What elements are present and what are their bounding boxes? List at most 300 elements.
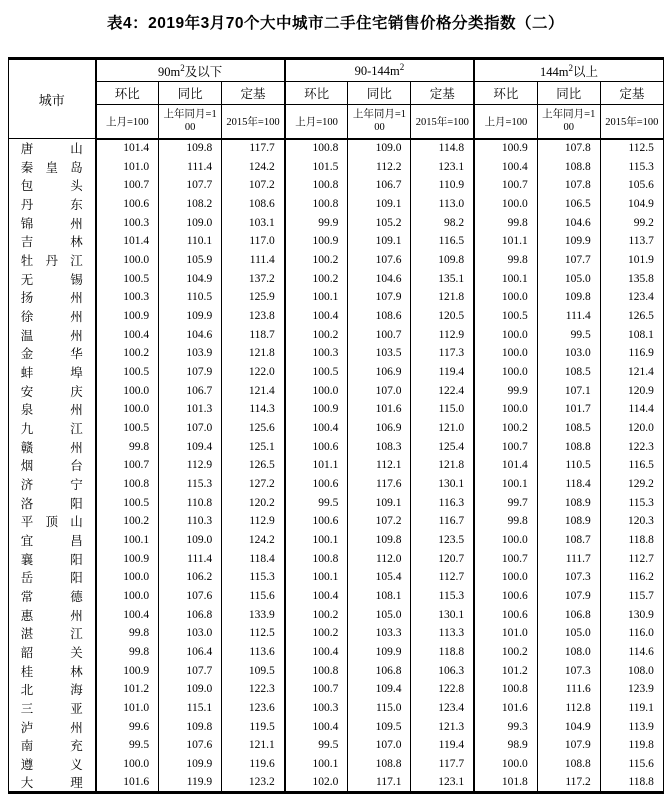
- city-name: 泉州: [20, 403, 83, 418]
- index-value: 114.4: [600, 400, 663, 419]
- index-value: 101.7: [537, 400, 600, 419]
- city-name: 温州: [20, 328, 83, 343]
- index-value: 106.7: [159, 381, 222, 400]
- index-value: 116.9: [600, 344, 663, 363]
- index-value: 100.1: [96, 531, 159, 550]
- table-row: [9, 232, 664, 251]
- index-value: 121.8: [222, 344, 285, 363]
- index-value: 109.8: [537, 288, 600, 307]
- index-value: 100.0: [96, 568, 159, 587]
- index-value: 106.8: [159, 605, 222, 624]
- city-cell: [9, 381, 96, 400]
- index-value: 109.9: [159, 755, 222, 774]
- index-value: 103.0: [159, 624, 222, 643]
- city-name: 吉林: [20, 235, 83, 250]
- index-value: 113.6: [222, 643, 285, 662]
- table-row: [9, 288, 664, 307]
- index-value: 130.1: [411, 605, 474, 624]
- index-value: 126.5: [600, 307, 663, 326]
- index-value: 100.0: [285, 381, 348, 400]
- index-value: 108.2: [159, 195, 222, 214]
- index-value: 137.2: [222, 269, 285, 288]
- base-period-label: [159, 105, 222, 139]
- index-value: 107.9: [159, 363, 222, 382]
- table-row: [9, 176, 664, 195]
- index-value: 109.5: [222, 661, 285, 680]
- city-name: 安庆: [20, 384, 83, 399]
- table-row: [9, 736, 664, 755]
- index-value: 110.8: [159, 493, 222, 512]
- index-value: 105.4: [348, 568, 411, 587]
- index-value: 122.3: [600, 437, 663, 456]
- index-value: 111.4: [222, 251, 285, 270]
- index-value: 109.8: [411, 251, 474, 270]
- index-value: 104.6: [159, 325, 222, 344]
- table-row: [9, 587, 664, 606]
- index-value: 106.5: [537, 195, 600, 214]
- group-title-text: 90-144m: [354, 64, 400, 79]
- index-value: 117.1: [348, 773, 411, 793]
- index-value: 100.2: [285, 605, 348, 624]
- index-value: 114.8: [411, 139, 474, 158]
- city-column-header: 城市: [9, 59, 96, 139]
- city-cell: [9, 213, 96, 232]
- group-header-90-144: [285, 59, 474, 82]
- index-value: 125.9: [222, 288, 285, 307]
- index-value: 101.1: [285, 456, 348, 475]
- city-cell: [9, 773, 96, 793]
- city-cell: [9, 717, 96, 736]
- index-value: 107.0: [348, 736, 411, 755]
- index-value: 106.8: [348, 661, 411, 680]
- measure-header-yoy: 同比: [159, 82, 222, 105]
- city-cell: [9, 456, 96, 475]
- table-row: [9, 381, 664, 400]
- index-value: 100.0: [474, 755, 537, 774]
- index-value: 106.7: [348, 176, 411, 195]
- city-name: 扬州: [20, 291, 83, 306]
- index-value: 101.4: [96, 232, 159, 251]
- index-value: 103.1: [222, 213, 285, 232]
- index-value: 106.2: [159, 568, 222, 587]
- index-value: 113.9: [600, 717, 663, 736]
- city-name: 无锡: [20, 272, 83, 287]
- index-value: 100.8: [285, 195, 348, 214]
- measure-header-mom: 环比: [285, 82, 348, 105]
- index-value: 98.2: [411, 213, 474, 232]
- index-value: 123.2: [222, 773, 285, 793]
- index-value: 100.9: [96, 661, 159, 680]
- index-value: 100.0: [474, 288, 537, 307]
- index-value: 99.8: [96, 643, 159, 662]
- index-value: 105.0: [537, 624, 600, 643]
- index-value: 112.9: [159, 456, 222, 475]
- index-value: 109.5: [348, 717, 411, 736]
- index-value: 108.1: [600, 325, 663, 344]
- measure-header-fixed-base: 定基: [411, 82, 474, 105]
- city-cell: [9, 344, 96, 363]
- group-title-text: 及以下: [184, 64, 223, 79]
- index-value: 107.6: [348, 251, 411, 270]
- index-value: 109.9: [537, 232, 600, 251]
- base-period-text: 上月=100: [295, 116, 338, 128]
- city-name: 徐州: [20, 309, 83, 324]
- table-row: [9, 717, 664, 736]
- index-value: 112.9: [222, 512, 285, 531]
- city-name: 常德: [20, 589, 83, 604]
- table-row: [9, 344, 664, 363]
- measure-header-yoy: 同比: [537, 82, 600, 105]
- group-title-text: 以上: [572, 64, 598, 79]
- base-period-label: [96, 105, 159, 139]
- index-value: 109.0: [159, 531, 222, 550]
- index-value: 101.4: [474, 456, 537, 475]
- header-row-groups: [9, 59, 664, 82]
- index-value: 100.2: [96, 512, 159, 531]
- index-value: 100.8: [285, 661, 348, 680]
- table-row: [9, 456, 664, 475]
- index-value: 100.6: [285, 475, 348, 494]
- index-value: 100.6: [96, 195, 159, 214]
- page-title: 表4：2019年3月70个大中城市二手住宅销售价格分类指数（二）: [107, 15, 564, 32]
- city-cell: [9, 755, 96, 774]
- index-value: 112.5: [600, 139, 663, 158]
- city-cell: [9, 307, 96, 326]
- table-row: [9, 419, 664, 438]
- city-name: 遵义: [20, 758, 83, 772]
- index-value: 101.6: [474, 699, 537, 718]
- index-value: 100.0: [96, 400, 159, 419]
- city-name: 金华: [20, 347, 83, 362]
- superscript-2: 2: [180, 62, 185, 73]
- index-value: 101.0: [96, 157, 159, 176]
- header-row-measures: [9, 82, 664, 105]
- index-value: 104.9: [600, 195, 663, 214]
- index-value: 99.9: [474, 381, 537, 400]
- index-value: 104.9: [159, 269, 222, 288]
- city-name: 包头: [20, 179, 83, 194]
- index-value: 100.2: [474, 643, 537, 662]
- index-value: 133.9: [222, 605, 285, 624]
- measure-header-fixed-base: 定基: [600, 82, 663, 105]
- index-value: 101.1: [474, 232, 537, 251]
- index-value: 109.0: [159, 213, 222, 232]
- header-row-base-periods: [9, 105, 664, 139]
- index-value: 100.3: [96, 213, 159, 232]
- index-value: 125.6: [222, 419, 285, 438]
- base-period-text: 上月=100: [484, 116, 528, 128]
- index-value: 112.0: [348, 549, 411, 568]
- city-name: 北海: [20, 683, 83, 698]
- index-value: 109.0: [348, 139, 411, 158]
- index-value: 100.7: [474, 549, 537, 568]
- index-value: 109.9: [159, 307, 222, 326]
- index-value: 115.6: [222, 587, 285, 606]
- base-period-label: [411, 105, 474, 139]
- index-value: 103.0: [537, 344, 600, 363]
- base-period-text: 上月=100: [105, 116, 149, 128]
- index-value: 100.4: [474, 157, 537, 176]
- index-value: 121.8: [411, 456, 474, 475]
- index-value: 100.2: [474, 419, 537, 438]
- index-value: 100.1: [474, 269, 537, 288]
- city-cell: [9, 643, 96, 662]
- index-value: 104.6: [348, 269, 411, 288]
- index-value: 119.8: [600, 736, 663, 755]
- index-value: 107.9: [537, 736, 600, 755]
- index-value: 101.0: [96, 699, 159, 718]
- index-value: 126.5: [222, 456, 285, 475]
- index-value: 110.9: [411, 176, 474, 195]
- table-row: [9, 549, 664, 568]
- index-value: 115.6: [600, 755, 663, 774]
- base-period-text: 上年同月=100: [163, 109, 217, 134]
- index-value: 108.8: [348, 755, 411, 774]
- base-period-label: [537, 105, 600, 139]
- index-value: 108.0: [600, 661, 663, 680]
- index-value: 108.8: [537, 157, 600, 176]
- index-value: 100.7: [348, 325, 411, 344]
- index-value: 110.5: [537, 456, 600, 475]
- index-value: 100.8: [285, 139, 348, 158]
- city-name: 丹东: [20, 197, 83, 212]
- index-value: 100.2: [285, 251, 348, 270]
- table-row: [9, 493, 664, 512]
- index-value: 100.4: [285, 643, 348, 662]
- table-row: [9, 437, 664, 456]
- index-value: 100.0: [474, 195, 537, 214]
- index-value: 111.4: [159, 549, 222, 568]
- city-cell: [9, 531, 96, 550]
- index-value: 100.1: [285, 531, 348, 550]
- index-value: 100.2: [96, 344, 159, 363]
- index-value: 108.3: [348, 437, 411, 456]
- index-value: 100.4: [285, 419, 348, 438]
- table-row: [9, 157, 664, 176]
- index-value: 115.3: [159, 475, 222, 494]
- city-cell: [9, 288, 96, 307]
- city-name: 韶关: [20, 645, 83, 660]
- city-cell: [9, 139, 96, 158]
- table-row: [9, 213, 664, 232]
- index-value: 115.3: [600, 493, 663, 512]
- index-value: 115.3: [600, 157, 663, 176]
- index-value: 100.0: [474, 400, 537, 419]
- index-value: 120.0: [600, 419, 663, 438]
- index-value: 100.5: [96, 363, 159, 382]
- index-value: 121.0: [411, 419, 474, 438]
- table-row: [9, 680, 664, 699]
- index-value: 109.8: [348, 531, 411, 550]
- city-name: 平顶山: [20, 515, 83, 530]
- city-cell: [9, 269, 96, 288]
- index-value: 99.9: [285, 213, 348, 232]
- group-title-text: 144m: [540, 64, 569, 79]
- index-value: 100.5: [474, 307, 537, 326]
- city-cell: [9, 195, 96, 214]
- table-row: [9, 195, 664, 214]
- index-value: 105.2: [348, 213, 411, 232]
- city-name: 唐山: [20, 142, 83, 157]
- index-value: 113.7: [600, 232, 663, 251]
- index-value: 113.0: [411, 195, 474, 214]
- index-value: 107.9: [348, 288, 411, 307]
- city-name: 九江: [20, 421, 83, 436]
- index-value: 100.6: [474, 587, 537, 606]
- table-row: [9, 531, 664, 550]
- index-value: 122.4: [411, 381, 474, 400]
- index-value: 113.3: [411, 624, 474, 643]
- index-value: 112.7: [411, 568, 474, 587]
- index-value: 105.6: [600, 176, 663, 195]
- index-value: 121.4: [600, 363, 663, 382]
- city-cell: [9, 699, 96, 718]
- index-value: 100.0: [474, 531, 537, 550]
- index-value: 106.4: [159, 643, 222, 662]
- index-value: 107.8: [537, 176, 600, 195]
- measure-header-yoy: 同比: [348, 82, 411, 105]
- index-value: 99.5: [537, 325, 600, 344]
- index-value: 99.8: [96, 437, 159, 456]
- table-body: [9, 139, 664, 793]
- index-value: 103.9: [159, 344, 222, 363]
- index-value: 106.9: [348, 419, 411, 438]
- index-value: 107.0: [348, 381, 411, 400]
- index-value: 100.0: [96, 251, 159, 270]
- index-value: 122.3: [222, 680, 285, 699]
- index-value: 124.2: [222, 157, 285, 176]
- table-row: [9, 643, 664, 662]
- index-value: 103.3: [348, 624, 411, 643]
- city-cell: [9, 400, 96, 419]
- index-value: 117.2: [537, 773, 600, 793]
- index-value: 100.8: [96, 475, 159, 494]
- index-value: 101.2: [96, 680, 159, 699]
- base-period-text: 2015年=100: [226, 116, 280, 128]
- index-value: 101.9: [600, 251, 663, 270]
- index-value: 121.1: [222, 736, 285, 755]
- index-value: 106.9: [348, 363, 411, 382]
- measure-header-fixed-base: 定基: [222, 82, 285, 105]
- index-value: 115.1: [159, 699, 222, 718]
- index-value: 107.6: [159, 736, 222, 755]
- index-value: 112.2: [348, 157, 411, 176]
- index-value: 114.3: [222, 400, 285, 419]
- table-row: [9, 139, 664, 158]
- index-value: 105.0: [348, 605, 411, 624]
- index-value: 99.8: [474, 251, 537, 270]
- index-value: 109.1: [348, 493, 411, 512]
- index-value: 100.5: [285, 363, 348, 382]
- city-cell: [9, 624, 96, 643]
- index-value: 117.0: [222, 232, 285, 251]
- index-value: 108.6: [222, 195, 285, 214]
- base-period-label: [600, 105, 663, 139]
- index-value: 123.8: [222, 307, 285, 326]
- index-value: 100.0: [474, 325, 537, 344]
- city-cell: [9, 437, 96, 456]
- table-row: [9, 755, 664, 774]
- group-title-text: 90m: [158, 64, 181, 79]
- index-value: 123.1: [411, 157, 474, 176]
- index-value: 101.0: [474, 624, 537, 643]
- index-value: 112.1: [348, 456, 411, 475]
- index-value: 120.5: [411, 307, 474, 326]
- index-value: 118.8: [600, 773, 663, 793]
- table-row: [9, 475, 664, 494]
- index-value: 111.4: [159, 157, 222, 176]
- index-value: 109.9: [348, 643, 411, 662]
- group-header-90-and-below: [96, 59, 285, 82]
- city-cell: [9, 512, 96, 531]
- index-value: 105.0: [537, 269, 600, 288]
- index-value: 115.3: [222, 568, 285, 587]
- measure-header-mom: 环比: [474, 82, 537, 105]
- index-value: 99.8: [96, 624, 159, 643]
- index-value: 111.7: [537, 549, 600, 568]
- index-value: 115.0: [348, 699, 411, 718]
- index-value: 99.5: [285, 493, 348, 512]
- index-value: 121.8: [411, 288, 474, 307]
- index-value: 112.5: [222, 624, 285, 643]
- superscript-2: 2: [568, 62, 573, 73]
- base-period-text: 上年同月=100: [542, 109, 596, 134]
- index-value: 130.1: [411, 475, 474, 494]
- index-value: 123.6: [222, 699, 285, 718]
- index-value: 100.3: [285, 699, 348, 718]
- index-value: 108.5: [537, 363, 600, 382]
- index-value: 106.8: [537, 605, 600, 624]
- index-value: 108.8: [537, 755, 600, 774]
- city-cell: [9, 419, 96, 438]
- city-cell: [9, 232, 96, 251]
- index-value: 109.8: [159, 139, 222, 158]
- index-value: 100.9: [474, 139, 537, 158]
- index-value: 100.0: [96, 381, 159, 400]
- index-value: 100.6: [285, 512, 348, 531]
- index-value: 100.0: [96, 755, 159, 774]
- index-value: 99.5: [285, 736, 348, 755]
- index-value: 100.9: [285, 232, 348, 251]
- city-name: 泸州: [20, 720, 83, 735]
- city-cell: [9, 661, 96, 680]
- city-cell: [9, 475, 96, 494]
- index-value: 107.7: [159, 176, 222, 195]
- index-value: 101.6: [348, 400, 411, 419]
- city-name: 桂林: [20, 664, 83, 679]
- city-cell: [9, 176, 96, 195]
- index-value: 121.3: [411, 717, 474, 736]
- city-cell: [9, 568, 96, 587]
- index-value: 100.7: [96, 176, 159, 195]
- index-value: 106.3: [411, 661, 474, 680]
- index-value: 107.1: [537, 381, 600, 400]
- index-value: 115.7: [600, 587, 663, 606]
- index-value: 101.5: [285, 157, 348, 176]
- superscript-2: 2: [399, 61, 405, 72]
- index-value: 123.4: [600, 288, 663, 307]
- base-period-text: 上年同月=100: [352, 109, 407, 134]
- city-name: 蚌埠: [20, 365, 83, 380]
- index-value: 112.7: [600, 549, 663, 568]
- group-header-144-above: [474, 59, 663, 82]
- index-value: 107.7: [537, 251, 600, 270]
- index-value: 117.3: [411, 344, 474, 363]
- table-header: [9, 59, 664, 139]
- table-row: [9, 512, 664, 531]
- city-name: 三亚: [20, 701, 83, 716]
- index-value: 108.5: [537, 419, 600, 438]
